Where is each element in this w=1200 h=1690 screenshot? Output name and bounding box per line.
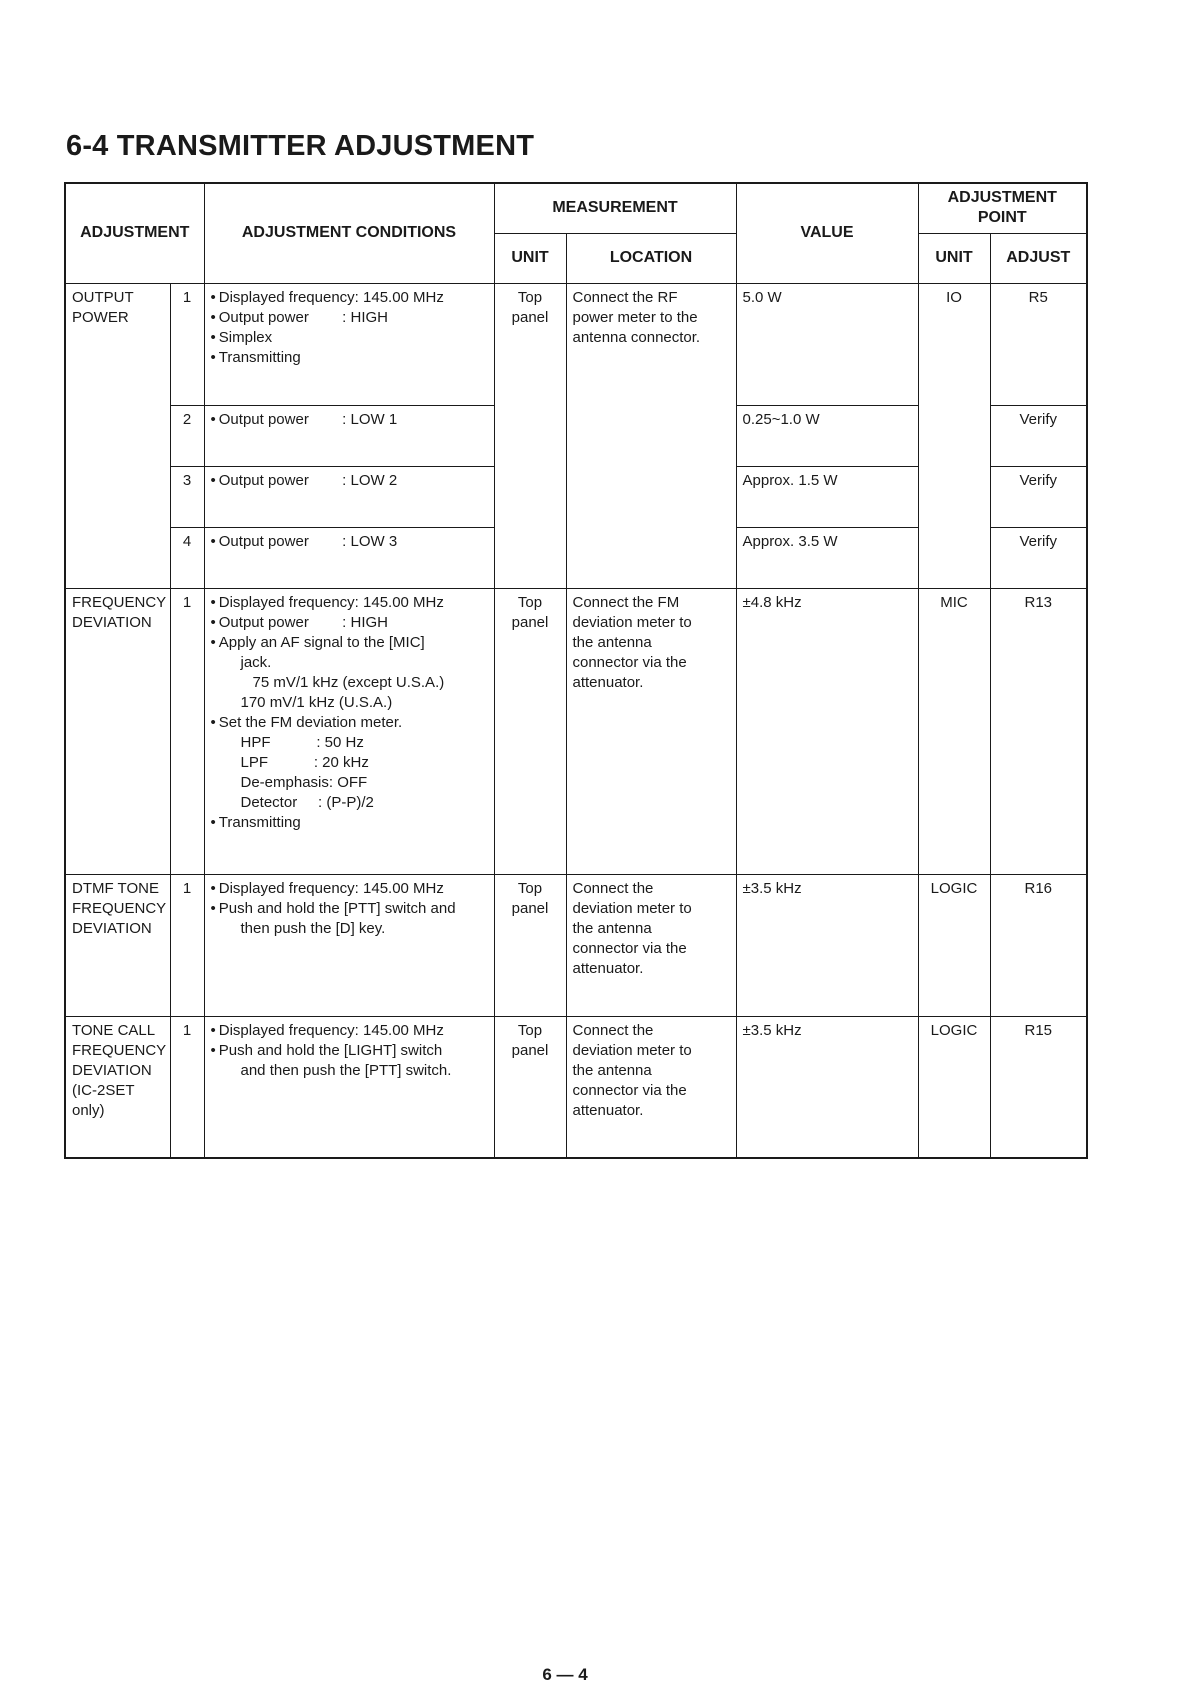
value-cell: 0.25~1.0 W bbox=[736, 405, 918, 466]
measurement-unit-line: Top bbox=[517, 288, 543, 306]
condition-line: • Transmitting bbox=[211, 813, 488, 833]
adjustment-name-line: TONE CALL bbox=[72, 1021, 156, 1039]
measurement-unit bbox=[494, 283, 566, 588]
adjustment-name-line: (IC-2SET only) bbox=[72, 1081, 135, 1119]
measurement-unit-line: Top bbox=[517, 879, 543, 897]
adjustment-point-unit: IO bbox=[918, 283, 990, 588]
step-number: 1 bbox=[170, 283, 204, 405]
measurement-location-line: connector via the bbox=[572, 1081, 687, 1099]
header-measurement: MEASUREMENT bbox=[494, 183, 736, 233]
page-title: 6-4 TRANSMITTER ADJUSTMENT bbox=[66, 130, 535, 162]
header-value: VALUE bbox=[736, 183, 918, 283]
measurement-location-line: the antenna bbox=[572, 633, 652, 651]
condition-line: • Output power : HIGH bbox=[211, 613, 488, 633]
condition-line: jack. bbox=[240, 653, 272, 671]
adjustment-point-adjust: R5 bbox=[990, 283, 1087, 405]
condition-line: • Apply an AF signal to the [MIC] bbox=[211, 633, 488, 653]
adjustment-conditions bbox=[204, 283, 494, 405]
adjustment-point-adjust: R15 bbox=[990, 1016, 1087, 1158]
header-adjustment-point: ADJUSTMENT POINT bbox=[918, 183, 1087, 233]
adjustment-name bbox=[65, 283, 170, 588]
condition-line: De-emphasis: OFF bbox=[240, 773, 368, 791]
measurement-unit-line: panel bbox=[511, 1041, 549, 1059]
header-point-adjust: ADJUST bbox=[990, 233, 1087, 283]
measurement-location-line: connector via the bbox=[572, 939, 687, 957]
condition-line: HPF : 50 Hz bbox=[240, 733, 364, 751]
measurement-location-line: the antenna bbox=[572, 919, 652, 937]
adjustment-name-line: POWER bbox=[72, 308, 129, 326]
value-cell: Approx. 1.5 W bbox=[736, 466, 918, 527]
step-number: 3 bbox=[170, 466, 204, 527]
adjustment-name-line: FREQUENCY bbox=[72, 899, 167, 917]
condition-line: • Output power : HIGH bbox=[211, 308, 488, 328]
adjustment-point-unit: LOGIC bbox=[918, 1016, 990, 1158]
header-measurement-unit: UNIT bbox=[494, 233, 566, 283]
adjustment-name-line: DEVIATION bbox=[72, 919, 152, 937]
condition-line: • Output power : LOW 3 bbox=[211, 532, 488, 552]
condition-line: 170 mV/1 kHz (U.S.A.) bbox=[240, 693, 393, 711]
adjustment-name-line: DTMF TONE bbox=[72, 879, 159, 897]
adjustment-conditions bbox=[204, 588, 494, 874]
condition-line: • Transmitting bbox=[211, 348, 488, 368]
step-number: 1 bbox=[170, 588, 204, 874]
adjustment-name bbox=[65, 874, 170, 1016]
condition-line: • Output power : LOW 1 bbox=[211, 410, 488, 430]
table-row bbox=[65, 588, 1087, 874]
measurement-location-line: Connect the bbox=[572, 1021, 654, 1039]
header-measurement-location: LOCATION bbox=[566, 233, 736, 283]
table-body bbox=[65, 283, 1087, 1158]
adjustment-point-adjust: R13 bbox=[990, 588, 1087, 874]
condition-line: • Output power : LOW 2 bbox=[211, 471, 488, 491]
adjustment-name-line: OUTPUT bbox=[72, 288, 134, 306]
measurement-unit-line: panel bbox=[511, 899, 549, 917]
adjustment-conditions bbox=[204, 874, 494, 1016]
measurement-location bbox=[566, 588, 736, 874]
condition-line: • Displayed frequency: 145.00 MHz bbox=[211, 288, 488, 308]
step-number: 1 bbox=[170, 1016, 204, 1158]
adjustment-point-adjust: Verify bbox=[990, 466, 1087, 527]
adjustment-name-line: DEVIATION bbox=[72, 1061, 152, 1079]
page-number: 6 — 4 bbox=[542, 1665, 588, 1684]
transmitter-adjustment-table bbox=[64, 182, 1088, 1159]
adjustment-point-unit: MIC bbox=[918, 588, 990, 874]
measurement-unit-line: Top bbox=[517, 593, 543, 611]
measurement-location-line: power meter to the bbox=[572, 308, 698, 326]
adjustment-name bbox=[65, 1016, 170, 1158]
condition-line: 75 mV/1 kHz (except U.S.A.) bbox=[252, 673, 445, 691]
adjustment-conditions bbox=[204, 527, 494, 588]
condition-line: and then push the [PTT] switch. bbox=[240, 1061, 452, 1079]
measurement-location-line: Connect the RF bbox=[572, 288, 678, 306]
table-row bbox=[65, 283, 1087, 405]
adjustment-name-line: FREQUENCY bbox=[72, 593, 167, 611]
measurement-location bbox=[566, 283, 736, 588]
value-cell: Approx. 3.5 W bbox=[736, 527, 918, 588]
step-number: 1 bbox=[170, 874, 204, 1016]
measurement-location-line: connector via the bbox=[572, 653, 687, 671]
adjustment-name-line: DEVIATION bbox=[72, 613, 152, 631]
condition-line: LPF : 20 kHz bbox=[240, 753, 369, 771]
measurement-unit-line: Top bbox=[517, 1021, 543, 1039]
measurement-location-line: deviation meter to bbox=[572, 613, 692, 631]
adjustment-point-adjust: Verify bbox=[990, 527, 1087, 588]
table-row bbox=[65, 874, 1087, 1016]
condition-line: • Simplex bbox=[211, 328, 488, 348]
adjustment-name bbox=[65, 588, 170, 874]
adjustment-point-adjust: R16 bbox=[990, 874, 1087, 1016]
condition-line: • Displayed frequency: 145.00 MHz bbox=[211, 1021, 488, 1041]
measurement-unit-line: panel bbox=[511, 613, 549, 631]
condition-line: • Displayed frequency: 145.00 MHz bbox=[211, 879, 488, 899]
header-adjustment-conditions: ADJUSTMENT CONDITIONS bbox=[204, 183, 494, 283]
measurement-location-line: deviation meter to bbox=[572, 1041, 692, 1059]
step-number: 4 bbox=[170, 527, 204, 588]
condition-line: then push the [D] key. bbox=[240, 919, 386, 937]
condition-line: • Displayed frequency: 145.00 MHz bbox=[211, 593, 488, 613]
measurement-location bbox=[566, 874, 736, 1016]
value-cell: ±3.5 kHz bbox=[736, 1016, 918, 1158]
measurement-location-line: the antenna bbox=[572, 1061, 652, 1079]
adjustment-point-unit: LOGIC bbox=[918, 874, 990, 1016]
condition-line: • Push and hold the [LIGHT] switch bbox=[211, 1041, 488, 1061]
measurement-unit-line: panel bbox=[511, 308, 549, 326]
table-row bbox=[65, 1016, 1087, 1158]
measurement-location bbox=[566, 1016, 736, 1158]
condition-line: • Set the FM deviation meter. bbox=[211, 713, 488, 733]
value-cell: ±4.8 kHz bbox=[736, 588, 918, 874]
measurement-unit bbox=[494, 588, 566, 874]
adjustment-conditions bbox=[204, 466, 494, 527]
header-adjustment: ADJUSTMENT bbox=[65, 183, 204, 283]
measurement-location-line: Connect the bbox=[572, 879, 654, 897]
measurement-location-line: attenuator. bbox=[572, 673, 644, 691]
measurement-location-line: attenuator. bbox=[572, 1101, 644, 1119]
condition-line: Detector : (P-P)/2 bbox=[240, 793, 374, 811]
value-cell: ±3.5 kHz bbox=[736, 874, 918, 1016]
value-cell: 5.0 W bbox=[736, 283, 918, 405]
adjustment-point-adjust: Verify bbox=[990, 405, 1087, 466]
measurement-location-line: Connect the FM bbox=[572, 593, 680, 611]
measurement-location-line: deviation meter to bbox=[572, 899, 692, 917]
measurement-unit bbox=[494, 874, 566, 1016]
measurement-location-line: attenuator. bbox=[572, 959, 644, 977]
measurement-location-line: antenna connector. bbox=[572, 328, 701, 346]
step-number: 2 bbox=[170, 405, 204, 466]
adjustment-name-line: FREQUENCY bbox=[72, 1041, 167, 1059]
header-point-unit: UNIT bbox=[918, 233, 990, 283]
measurement-unit bbox=[494, 1016, 566, 1158]
adjustment-conditions bbox=[204, 405, 494, 466]
adjustment-conditions bbox=[204, 1016, 494, 1158]
condition-line: • Push and hold the [PTT] switch and bbox=[211, 899, 488, 919]
